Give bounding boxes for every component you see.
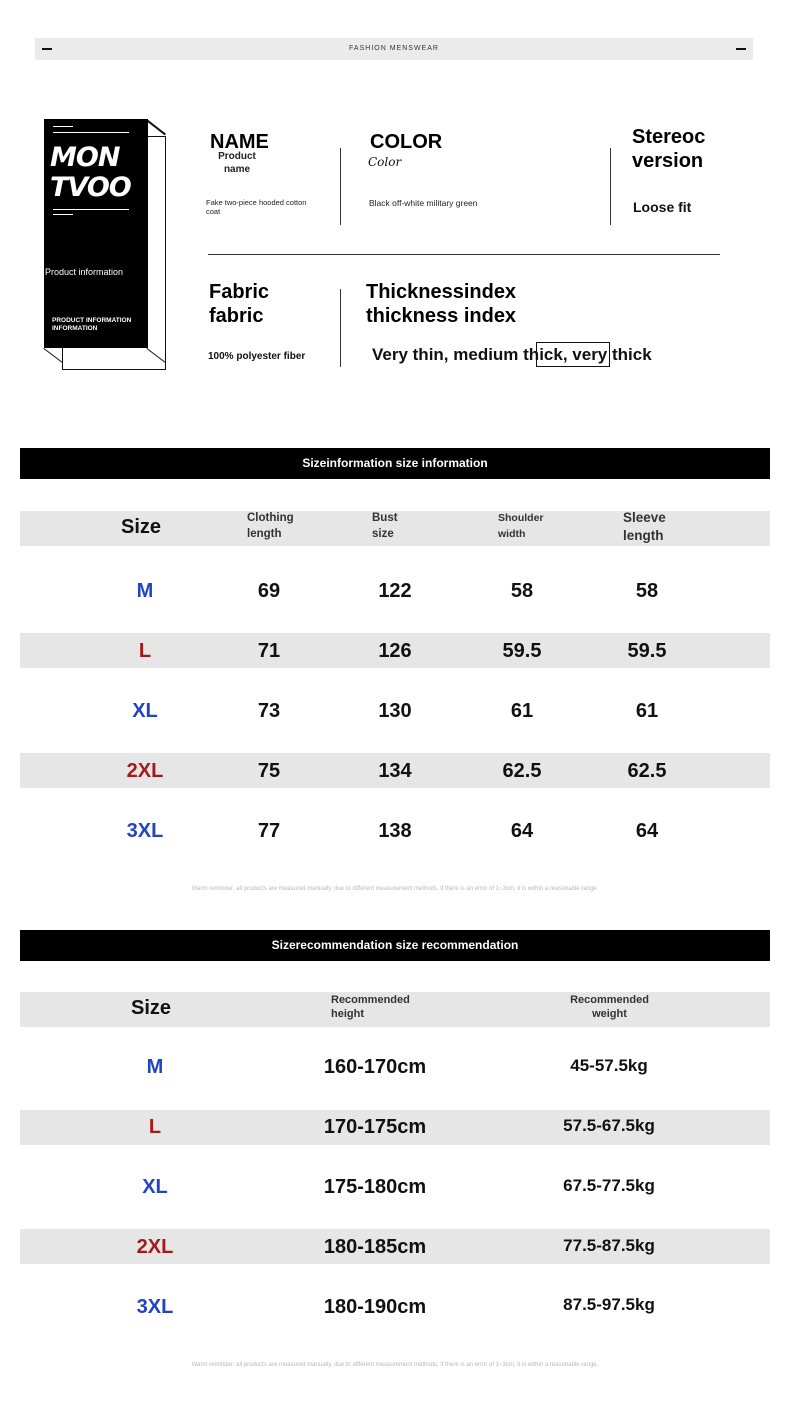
table-cell: 134 [378, 760, 412, 782]
table-cell: 73 [257, 700, 281, 722]
brand-title: FASHION MENSWEAR [349, 45, 439, 52]
horizontal-divider [208, 254, 720, 255]
table-cell: 62.5 [627, 760, 667, 782]
size-info-col-bust: Bust size [372, 512, 398, 540]
size-rec-size-3xl: 3XL [136, 1296, 174, 1318]
fabric-value: 100% polyester fiber [208, 351, 306, 362]
divider [610, 148, 611, 225]
size-rec-col-height: Recommended height [331, 994, 410, 1020]
size-rec-size-m: M [146, 1056, 164, 1078]
table-cell: 180-190cm [323, 1296, 427, 1318]
table-cell: 58 [635, 580, 659, 602]
table-cell: 62.5 [502, 760, 542, 782]
table-cell: 122 [378, 580, 412, 602]
size-info-size-m: M [136, 580, 154, 602]
card-label: Product information [45, 267, 124, 277]
size-info-col-size: Size [121, 516, 162, 538]
size-info-col-shoulder: Shoulder width [498, 512, 544, 540]
version-value: Loose fit [633, 199, 692, 215]
table-cell: 59.5 [502, 640, 542, 662]
name-subtitle: Product name [218, 151, 256, 175]
size-rec-note: Warm reminder: all products are measured manually. due to different measurement methods, if there is an error of 1~3cm, it is within a reasonable range. [191, 1362, 599, 1368]
name-title: NAME [210, 131, 269, 153]
table-cell: 180-185cm [323, 1236, 427, 1258]
size-rec-size-2xl: 2XL [136, 1236, 174, 1258]
size-info-note: Warm reminder: all products are measured manually. due to different measurement methods, if there is an error of 1~3cm, it is within a reasonable range. [191, 886, 599, 892]
table-cell: 170-175cm [323, 1116, 427, 1138]
table-cell: 57.5-67.5kg [563, 1116, 655, 1135]
thickness-value [372, 345, 652, 365]
table-cell: 71 [257, 640, 281, 662]
divider [340, 289, 341, 367]
table-cell: 75 [257, 760, 281, 782]
size-rec-size-xl: XL [142, 1176, 168, 1198]
logo-line-2: TVOO [50, 172, 131, 203]
color-value: Black off-white military green [369, 198, 478, 208]
right-dash [736, 48, 746, 50]
thickness-value-prefix: Very thin, medium th [372, 345, 540, 364]
table-cell: 175-180cm [323, 1176, 427, 1198]
size-info-col-clothing-length: Clothing length [247, 512, 294, 540]
table-cell: 59.5 [627, 640, 667, 662]
name-value: Fake two-piece hooded cotton coat [206, 198, 307, 216]
color-subtitle: Color [368, 155, 402, 169]
size-info-header: Sizeinformation size information [20, 448, 770, 479]
table-cell: 67.5-77.5kg [563, 1176, 655, 1195]
table-cell: 45-57.5kg [570, 1056, 648, 1075]
divider [340, 148, 341, 225]
table-cell: 64 [635, 820, 659, 842]
table-cell: 77 [257, 820, 281, 842]
table-cell: 160-170cm [323, 1056, 427, 1078]
fabric-title: Fabric fabric [209, 281, 270, 327]
version-title: Stereoc version [632, 126, 706, 172]
thickness-title-1: Thicknessindex [366, 281, 517, 303]
size-info-col-sleeve: Sleeve length [623, 510, 666, 543]
size-rec-col-weight: Recommended weight [570, 994, 649, 1020]
size-info-size-3xl: 3XL [126, 820, 164, 842]
table-cell: 138 [378, 820, 412, 842]
table-cell: 61 [510, 700, 534, 722]
thickness-title-2: thickness index [366, 305, 517, 327]
card-sublabel: PRODUCT INFORMATION INFORMATION [52, 317, 132, 332]
product-card [44, 119, 148, 348]
card-edge [43, 348, 63, 363]
card-edge [146, 119, 166, 135]
logo-line-1: MON [50, 142, 120, 173]
size-info-size-l: L [138, 640, 152, 662]
table-cell: 64 [510, 820, 534, 842]
top-bar [35, 38, 753, 60]
color-title: COLOR [370, 131, 443, 153]
table-cell: 77.5-87.5kg [563, 1236, 655, 1255]
table-cell: 61 [635, 700, 659, 722]
thickness-selected-box: ick, very [539, 345, 608, 364]
size-info-size-2xl: 2XL [126, 760, 164, 782]
size-rec-size-l: L [148, 1116, 162, 1138]
size-rec-header: Sizerecommendation size recommendation [20, 930, 770, 961]
table-cell: 126 [378, 640, 412, 662]
table-cell: 58 [510, 580, 534, 602]
size-rec-col-size: Size [131, 997, 172, 1019]
table-cell: 130 [378, 700, 412, 722]
table-cell: 69 [257, 580, 281, 602]
size-info-size-xl: XL [132, 700, 158, 722]
table-cell: 87.5-97.5kg [563, 1295, 655, 1314]
thickness-value-suffix: thick [607, 345, 652, 364]
